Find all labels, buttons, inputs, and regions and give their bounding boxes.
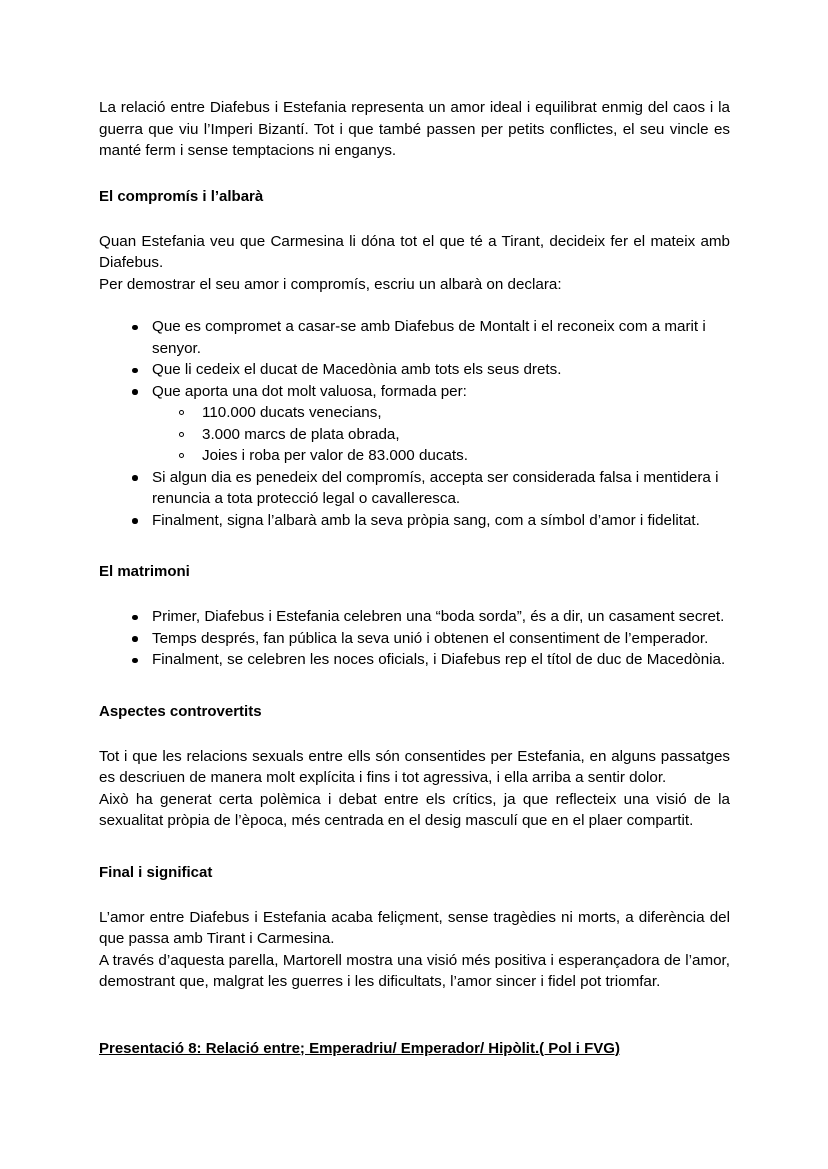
list-item — [152, 402, 730, 424]
spacer — [99, 295, 730, 316]
list-item-label: Si algun dia es penedeix del compromís, accepta ser considerada falsa i mentidera i renuncia a tota protecció legal o cavalleresca. — [152, 468, 719, 507]
list-item-label: 110.000 ducats venecians, — [202, 404, 382, 421]
spacer — [99, 832, 730, 862]
bullet-circle-icon — [179, 453, 184, 458]
bullet-circle-icon — [179, 410, 184, 415]
list-item-label: Que li cedeix el ducat de Macedònia amb tots els seus drets. — [152, 361, 562, 378]
list-item-label: Finalment, signa l’albarà amb la seva pròpia sang, com a símbol d’amor i fidelitat. — [152, 511, 700, 529]
section-heading-final: Final i significat — [99, 863, 213, 881]
list-item-label: Que aporta una dot molt valuosa, formada per: — [152, 382, 467, 400]
spacer — [99, 671, 730, 701]
bullet-disc-icon — [132, 658, 138, 664]
presentation-title: Presentació 8: Relació entre; Emperadriu/ Emperador/ Hipòlit.( Pol i FVG) — [99, 1039, 620, 1057]
list-item — [99, 649, 730, 671]
section-heading-controvertits: Aspectes controvertits — [99, 702, 262, 720]
section-heading-compromis: El compromís i l’albarà — [99, 187, 264, 205]
bullet-disc-icon — [132, 615, 138, 621]
compromis-paragraph-2: Per demostrar el seu amor i compromís, escriu un albarà on declara: — [99, 275, 562, 293]
document-body — [99, 97, 730, 1059]
dowry-sub-list — [152, 402, 730, 467]
spacer — [99, 722, 730, 746]
spacer — [99, 162, 730, 186]
list-item — [152, 424, 730, 446]
intro-paragraph: La relació entre Diafebus i Estefania representa un amor ideal i equilibrat enmig del caos i la guerra que viu l’Imperi Bizantí. Tot i que també passen per petits conflictes, el seu vincle es manté ferm i sense temptacions ni enganys. — [99, 99, 730, 159]
list-item — [99, 316, 730, 359]
list-item-label: Temps després, fan pública la seva unió i obtenen el consentiment de l’emperador. — [152, 629, 709, 647]
list-item-label: Joies i roba per valor de 83.000 ducats. — [202, 447, 468, 464]
final-paragraph-2: A través d’aquesta parella, Martorell mostra una visió més positiva i esperançadora de l’amor, demostrant que, malgrat les guerres i les dificultats, l’amor sincer i fidel pot triomfar. — [99, 951, 730, 990]
controvertits-paragraph-2: Això ha generat certa polèmica i debat entre els crítics, ja que reflecteix una visió de la sexualitat pròpia de l’època, més centrada en el desig masculí que en el plaer compartit. — [99, 790, 730, 829]
bullet-disc-icon — [132, 325, 138, 331]
list-item — [99, 510, 730, 532]
final-paragraph-1: L’amor entre Diafebus i Estefania acaba feliçment, sense tragèdies ni morts, a diferència del que passa amb Tirant i Carmesina. — [99, 908, 730, 947]
bullet-disc-icon — [132, 368, 138, 374]
section-heading-matrimoni: El matrimoni — [99, 563, 190, 580]
bullet-circle-icon — [179, 432, 184, 437]
bullet-disc-icon — [132, 636, 138, 642]
list-item-label: Primer, Diafebus i Estefania celebren una “boda sorda”, és a dir, un casament secret. — [152, 608, 725, 625]
bullet-disc-icon — [132, 475, 138, 481]
list-item-label: Que es compromet a casar-se amb Diafebus de Montalt i el reconeix com a marit i senyor. — [152, 318, 706, 357]
matrimoni-bullet-list — [99, 606, 730, 671]
list-item — [99, 628, 730, 650]
list-item — [99, 381, 730, 467]
controvertits-paragraph-1: Tot i que les relacions sexuals entre ells són consentides per Estefania, en alguns passatges es descriuen de manera molt explícita i fins i tot agressiva, i ella arriba a sentir dolor. — [99, 747, 730, 786]
compromis-paragraph-1: Quan Estefania veu que Carmesina li dóna tot el que té a Tirant, decideix fer el mateix amb Diafebus. — [99, 232, 730, 271]
bullet-disc-icon — [132, 518, 138, 524]
spacer — [99, 207, 730, 231]
spacer — [99, 582, 730, 606]
list-item — [99, 606, 730, 628]
spacer — [99, 883, 730, 907]
list-item — [99, 359, 730, 381]
bullet-disc-icon — [132, 389, 138, 395]
compromis-bullet-list — [99, 316, 730, 531]
spacer — [99, 993, 730, 1038]
list-item — [99, 467, 730, 510]
spacer — [99, 531, 730, 561]
list-item-label: 3.000 marcs de plata obrada, — [202, 425, 400, 443]
list-item-label: Finalment, se celebren les noces oficials, i Diafebus rep el títol de duc de Macedònia. — [152, 651, 726, 668]
list-item — [152, 445, 730, 467]
